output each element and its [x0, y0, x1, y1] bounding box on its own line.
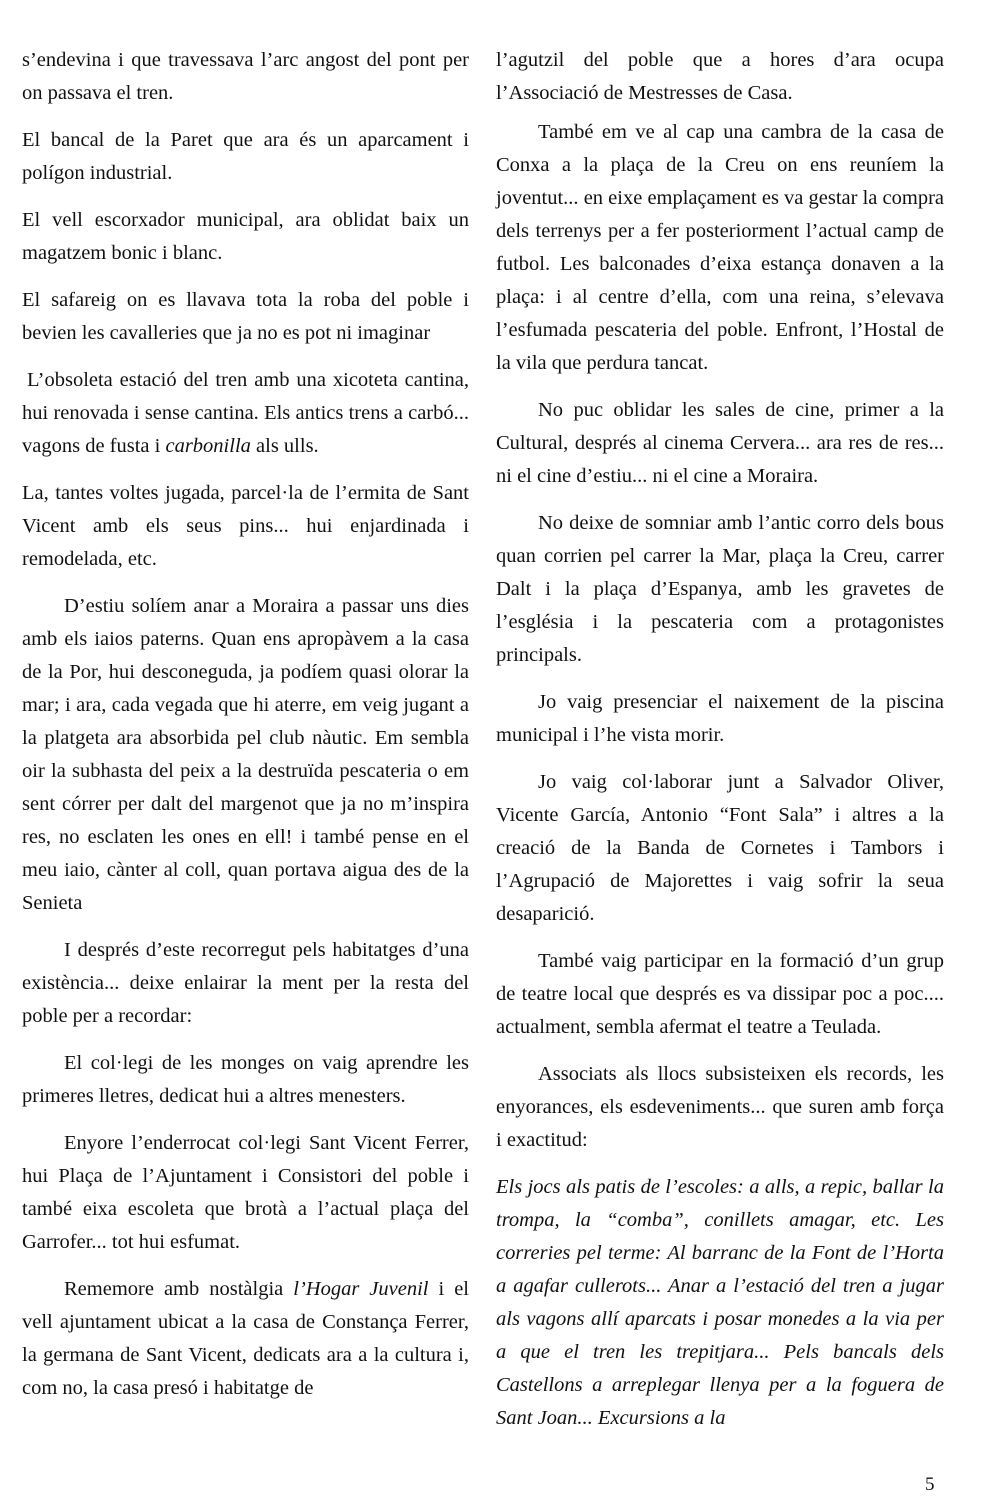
paragraph: Jo vaig col·laborar junt a Salvador Oliver, Vicente García, Antonio “Font Sala” i altres a la creació de la Banda de Cornetes i Tambors i l’Agrupació de Majorettes i vaig sofrir la seua desaparició.	[496, 771, 944, 925]
text-run: Rememore amb nostàlgia	[64, 1278, 294, 1300]
paragraph: Els jocs als patis de l’escoles: a alls, a repic, ballar la trompa, la “comba”, conillets amagar, etc. Les correries pel terme: Al barranc de la Font de l’Horta a agafar cullerots... Anar a l’estació del tren a jugar als vagons allí aparcats i posar monedes a la via per a que el tren les trepitjara... Pels bancals dels Castellons a arreplegar llenya per a la foguera de Sant Joan... Excursions a la	[496, 1176, 944, 1429]
paragraph: També vaig participar en la formació d’un grup de teatre local que després es va dissipar poc a poc.... actualment, sembla afermat el teatre a Teulada.	[496, 950, 944, 1038]
text-run: i el vell ajuntament ubicat a la casa de Constança Ferrer, la germana de Sant Vicent, dedicats ara a la cultura i, com no, la casa presó i habitatge de	[22, 1278, 469, 1399]
paragraph: El safareig on es llavava tota la roba del poble i bevien les cavalleries que ja no es pot ni imaginar	[22, 289, 469, 344]
paragraph: Jo vaig presenciar el naixement de la piscina municipal i l’he vista morir.	[496, 691, 944, 746]
text-run: als ulls.	[250, 435, 319, 457]
paragraph: Enyore l’enderrocat col·legi Sant Vicent Ferrer, hui Plaça de l’Ajuntament i Consistori del poble i també eixa escoleta que brotà a l’actual plaça del Garrofer... tot hui esfumat.	[22, 1132, 469, 1253]
paragraph: D’estiu solíem anar a Moraira a passar uns dies amb els iaios paterns. Quan ens apropàvem a la casa de la Por, hui desconeguda, ja podíem quasi olorar la mar; i ara, cada vegada que hi aterre, em veig jugant a la platgeta ara absorbida pel club nàutic. Em sembla oir la subhasta del peix a la destruïda pescateria o em sent córrer per dalt del margenot que ja no m’inspira res, no esclaten les ones en ell! i també pense en el meu iaio, cànter al coll, quan portava aigua des de la Senieta	[22, 595, 469, 914]
paragraph	[22, 364, 469, 463]
paragraph: No deixe de somniar amb l’antic corro dels bous quan corrien pel carrer la Mar, plaça la Creu, carrer Dalt i la plaça d’Espanya, amb les gravetes de l’església i la pescateria com a protagonistes principals.	[496, 512, 944, 666]
paragraph	[22, 1273, 469, 1405]
paragraph: I després d’este recorregut pels habitatges d’una existència... deixe enlairar la ment per la resta del poble per a recordar:	[22, 939, 469, 1027]
paragraph: La, tantes voltes jugada, parcel·la de l’ermita de Sant Vicent amb els seus pins... hui enjardinada i remodelada, etc.	[22, 482, 469, 570]
page-number: 5	[925, 1474, 935, 1495]
paragraph: El col·legi de les monges on vaig aprendre les primeres lletres, dedicat hui a altres menesters.	[22, 1052, 469, 1107]
paragraph: El bancal de la Paret que ara és un aparcament i polígon industrial.	[22, 129, 469, 184]
right-column	[496, 44, 944, 1449]
italic-text-run: carbonilla	[165, 435, 251, 457]
paragraph: No puc oblidar les sales de cine, primer a la Cultural, després al cinema Cervera... ara res de res... ni el cine d’estiu... ni el cine a Moraira.	[496, 399, 944, 487]
paragraph: s’endevina i que travessava l’arc angost del pont per on passava el tren.	[22, 49, 469, 104]
paragraph: Associats als llocs subsisteixen els records, les enyorances, els esdeveniments... que suren amb força i exactitud:	[496, 1063, 944, 1151]
italic-text-run: l’Hogar Juvenil	[293, 1278, 429, 1300]
paragraph: També em ve al cap una cambra de la casa de Conxa a la plaça de la Creu on ens reuníem la joventut... en eixe emplaçament es va gestar la compra dels terrenys per a fer posteriorment l’actual camp de futbol. Les balconades d’eixa estança donaven a la plaça: i al centre d’ella, com una reina, s’elevava l’esfumada pescateria del poble. Enfront, l’Hostal de la vila que perdura tancat.	[496, 121, 944, 374]
text-run: L’obsoleta estació del tren amb una xicoteta cantina, hui renovada i sense cantina. Els antics trens a carbó... vagons de fusta i	[22, 369, 469, 457]
paragraph: El vell escorxador municipal, ara oblidat baix un magatzem bonic i blanc.	[22, 209, 469, 264]
left-column	[22, 44, 469, 1419]
paragraph: l’agutzil del poble que a hores d’ara ocupa l’Associació de Mestresses de Casa.	[496, 49, 944, 104]
